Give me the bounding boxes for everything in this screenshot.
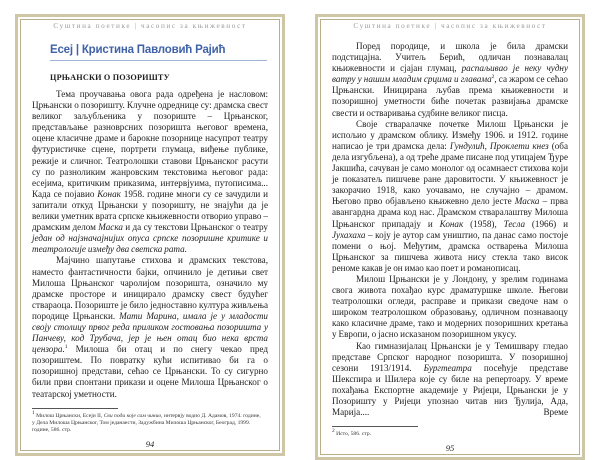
- paragraph: [332, 341, 568, 419]
- running-header: Суштина поетике | часопис за књижевност: [353, 22, 547, 30]
- italic-text: Мати Марина, имала је у младости своју столицу првог реда приликом гостовања позоришта у Панчеву, код Трубача, јер је њен отац био нека врста цензора.: [32, 310, 268, 355]
- text-run: (1966) и: [525, 218, 568, 229]
- body-text: [32, 89, 268, 400]
- text-run: и да су текстови Црњанског о театру: [122, 222, 268, 233]
- paragraph: [332, 119, 568, 274]
- section-heading: ЦРЊАНСКИ О ПОЗОРИШТУ: [50, 73, 170, 82]
- italic-text: Маска: [514, 196, 540, 207]
- text-run: Исто, 586. стр.: [334, 431, 372, 438]
- body-text: [332, 41, 568, 418]
- text-run: 1958. године многи су се зачудили и запитали откуд Црњански у позоришту, не знајући да је велики уметник врата српске књижевности отворио управо – драмским делом: [32, 188, 268, 233]
- running-header: Суштина поетике | часопис за књижевност: [53, 22, 247, 30]
- text-run: Своје стваралачке почетке Милош Црњански је испољио у драмском облику. Између 1906. и 1912. године написао је три драмска дела:: [332, 118, 568, 151]
- footnote-ref: 2: [491, 74, 495, 81]
- italic-text: Гундулић: [449, 140, 485, 151]
- italic-text: један од најзначајнијих опуса српске позоришне критике и театрологије између два светска рата.: [32, 233, 268, 255]
- text-run: (оба дела изгубљена), а од треће драме писане под утицајем Ђуре Јакшића, сачуван је само монолог од осамнаест стихова који је показатељ пишчеве ране даровитости. У књижевност је закорачио 1918, како уочавамо, не случајно – драмом. Његово прво објављено књижевно дело јесте: [332, 140, 568, 207]
- italic-text: Бургтеатра: [423, 362, 472, 373]
- text-run: , са жаром се сећао Црњански. Иницирана љубав према књижевности и позоришној уметности биће почетак развијања драмске свести и остваривања судбине великог писца.: [332, 74, 568, 118]
- right-page: [315, 14, 585, 460]
- italic-text: Маска: [98, 222, 123, 233]
- text-run: – прва авангардна драма код нас. Драмском стваралаштву Милоша Црњанског припадају и: [332, 196, 568, 229]
- essay-title: Есеј | Кристина Павловић Рајић: [50, 44, 226, 56]
- text-run: Поред породице, и школа је била драмски подстицајна. Учитељ Берић, одличан познавалац књижевности и сјајан глумац,: [332, 41, 568, 74]
- text-run: – коју је аутор сам уништио, па данас само постоје помени о њој. Међутим, драмска остварења Милоша Црњанског за пишчева живота нису стекла тако висок реноме какав је он имао као поет и романописац.: [332, 229, 568, 273]
- footnote-ref: 1: [64, 344, 68, 351]
- footnote: [332, 428, 562, 438]
- footnote-divider: [32, 408, 118, 409]
- text-run: Милоша би отац и по снегу чекао пред позориштем. По повратку кући испитивао би га о позоришној представи, сећао се Црњански. То су сигурно били први спонтани прикази и оцене Милоша Црњанског о театарској уметности.: [32, 344, 268, 399]
- paragraph: [32, 255, 268, 399]
- text-run: , интервју водио Д. Адамов, 1974. године, у Дела Милоша Црњанског, Том једанаести, Задужбина Милоша Црњанског, Београд, 1999. године, 586. стр.: [32, 412, 261, 434]
- text-run: Као гимназијалац Црњански је у Темишвару гледао представе Српског народног позоришта. У позоришној сезони 1913/1914.: [332, 340, 568, 373]
- italic-text: распаљивао је неку чудну ватру у нашим младим срцима и главама: [332, 63, 569, 85]
- paragraph: [332, 41, 568, 119]
- italic-text: Проклети кнез: [489, 140, 549, 151]
- footnote-ref: 2: [332, 428, 335, 435]
- spacer: [332, 418, 568, 426]
- paragraph: [32, 89, 268, 255]
- paragraph: [332, 274, 568, 341]
- text-run: (1958),: [463, 218, 504, 229]
- title-divider: [50, 60, 267, 61]
- italic-text: Конак: [97, 188, 121, 199]
- text-run: посећује представе Шекспира и Шилера које су биле на репертоару. У време похађања Експортне академије у Ријеци, Црњански је у Позоришту у Ријеци упознао читав низ Ђулија, Ада, Марија.... Време: [332, 362, 568, 418]
- page-number: 95: [445, 442, 455, 453]
- italic-text: Конак: [439, 218, 464, 229]
- text-run: Милош Црњански, Есеји II,: [34, 412, 104, 419]
- text-run: Милош Црњански је у Лондону, у зрелим годинама свога живота похађао курс драматуршке школе. Његови театролошки огледи, расправе и прикази сведоче нам о широком театролошком образовању, одличном познаваоцу како класичне драме, тако и модерних позоришних кретања у Европи, о јасно исказаном позоришном укусу.: [332, 273, 568, 340]
- text-run: Мајчино шапутање стихова и драмских текстова, наместо фантастичности бајки, опчинило је детињи свет Милоша Црњанског чаролијом позоришта, означило му драмске просторе и иницирало драмску свест будућег ствараоца. Позориште је било једноставно култура живљења породице Црњански.: [32, 255, 268, 321]
- footnote-ref: 1: [32, 409, 35, 416]
- spacer: [32, 400, 268, 408]
- footnote-divider: [332, 426, 418, 427]
- italic-text: Сви поди које сам чинио: [103, 412, 162, 419]
- italic-text: Тесла: [503, 218, 526, 229]
- left-page: [15, 14, 285, 456]
- text-run: ,: [484, 140, 490, 151]
- footnote: [32, 409, 262, 435]
- text-run: Тема проучавања овога рада одређена је насловом: Црњански о позоришту. Клучне одреднице су: драмска свест великог заљубљеника у позориште – Црњанског, представљање разноврсних позоришта његовог времена, оцене класичне драме и барокне позорнице насупрот театру футуристичке сцене, портрети глумаца, виђење публике, режије и сличног. Театролошки ставови Црњанског расути су по разноликим жанровским текстовима његовог рада: есејима, критичким приказима, интервјуима, путописима... Када се појавио: [32, 89, 268, 199]
- italic-text: Јухахаха: [332, 229, 366, 240]
- page-number: 94: [145, 438, 155, 449]
